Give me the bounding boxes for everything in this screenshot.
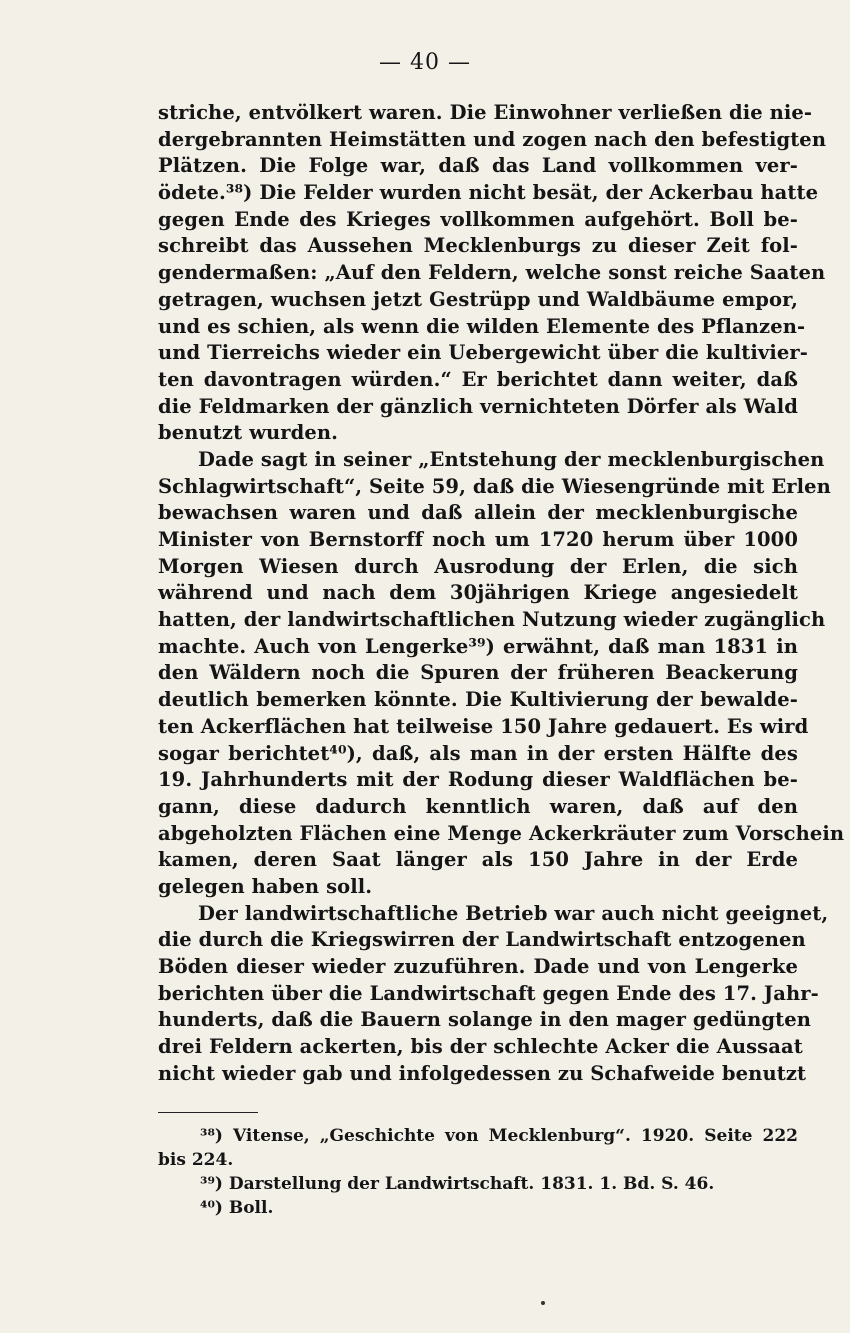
text-line: Plätzen. Die Folge war, daß das Land vollkommen ver-	[158, 154, 798, 178]
text-line: den Wäldern noch die Spuren der früheren Beackerung	[158, 661, 798, 685]
text-line: drei Feldern ackerten, bis der schlechte Acker die Aussaat	[158, 1035, 803, 1059]
text-line: und es schien, als wenn die wilden Elemente des Pflanzen-	[158, 314, 806, 338]
footnote-line: ⁴⁰) Boll.	[200, 1198, 274, 1218]
text-line: ödete.³⁸) Die Felder wurden nicht besät, der Ackerbau hatte	[158, 181, 819, 205]
text-line: Minister von Bernstorff noch um 1720 herum über 1000	[158, 528, 798, 551]
text-line: schreibt das Aussehen Mecklenburgs zu dieser Zeit fol-	[158, 234, 798, 258]
text-line: gelegen haben soll.	[158, 874, 373, 898]
footnote-divider	[158, 1112, 258, 1113]
text-line: kamen, deren Saat länger als 150 Jahre in der Erde	[158, 848, 798, 872]
footnotes	[158, 1124, 798, 1220]
text-line: nicht wieder gab und infolgedessen zu Schafweide benutzt	[158, 1061, 807, 1085]
text-line: berichten über die Landwirtschaft gegen Ende des 17. Jahr-	[158, 981, 819, 1005]
text-line: getragen, wuchsen jetzt Gestrüpp und Waldbäume empor,	[158, 287, 798, 311]
text-line: striche, entvölkert waren. Die Einwohner verließen die nie-	[158, 101, 813, 124]
print-speck	[541, 1301, 545, 1305]
text-line: und Tierreichs wieder ein Uebergewicht über die kultivier-	[158, 341, 808, 365]
text-line: Schlagwirtschaft“, Seite 59, daß die Wiesengründe mit Erlen	[158, 474, 831, 498]
text-line: die Feldmarken der gänzlich vernichteten Dörfer als Wald	[158, 394, 798, 418]
text-line: hunderts, daß die Bauern solange in den mager gedüngten	[158, 1008, 812, 1032]
text-line: 19. Jahrhunderts mit der Rodung dieser Waldflächen be-	[158, 768, 798, 792]
text-line: bewachsen waren und daß allein der mecklenburgische	[158, 501, 798, 525]
text-line: Dade sagt in seiner „Entstehung der mecklenburgischen	[198, 447, 825, 471]
footnote-line: ³⁸) Vitense, „Geschichte von Mecklenburg“. 1920. Seite 222	[200, 1126, 798, 1146]
text-line: dergebrannten Heimstätten und zogen nach den befestigten	[158, 127, 827, 151]
text-line: hatten, der landwirtschaftlichen Nutzung wieder zugänglich	[158, 608, 826, 632]
text-line: abgeholzten Flächen eine Menge Ackerkräuter zum Vorschein	[158, 821, 845, 845]
page-number: — 40 —	[379, 50, 471, 75]
body-text	[158, 100, 845, 1087]
text-line: während und nach dem 30jährigen Kriege angesiedelt	[158, 581, 798, 605]
text-line: gann, diese dadurch kenntlich waren, daß auf den	[158, 794, 798, 818]
text-line: deutlich bemerken könnte. Die Kultivierung der bewalde-	[158, 688, 798, 712]
text-line: benutzt wurden.	[158, 421, 339, 445]
text-line: Morgen Wiesen durch Ausrodung der Erlen, die sich	[158, 554, 798, 578]
text-line: die durch die Kriegswirren der Landwirtschaft entzogenen	[158, 928, 806, 952]
text-line: gendermaßen: „Auf den Feldern, welche sonst reiche Saaten	[158, 261, 826, 285]
text-line: Der landwirtschaftliche Betrieb war auch nicht geeignet,	[198, 901, 829, 925]
footnote-line: ³⁹) Darstellung der Landwirtschaft. 1831. 1. Bd. S. 46.	[200, 1174, 715, 1194]
text-line: machte. Auch von Lengerke³⁹) erwähnt, daß man 1831 in	[158, 634, 798, 658]
text-line: sogar berichtet⁴⁰), daß, als man in der ersten Hälfte des	[158, 741, 798, 765]
text-line: ten davontragen würden.“ Er berichtet dann weiter, daß	[158, 367, 798, 391]
text-line: Böden dieser wieder zuzuführen. Dade und von Lengerke	[158, 955, 798, 978]
text-line: ten Ackerflächen hat teilweise 150 Jahre gedauert. Es wird	[158, 714, 809, 738]
text-line: gegen Ende des Krieges vollkommen aufgehört. Boll be-	[158, 207, 798, 231]
footnote-line: bis 224.	[158, 1150, 234, 1170]
